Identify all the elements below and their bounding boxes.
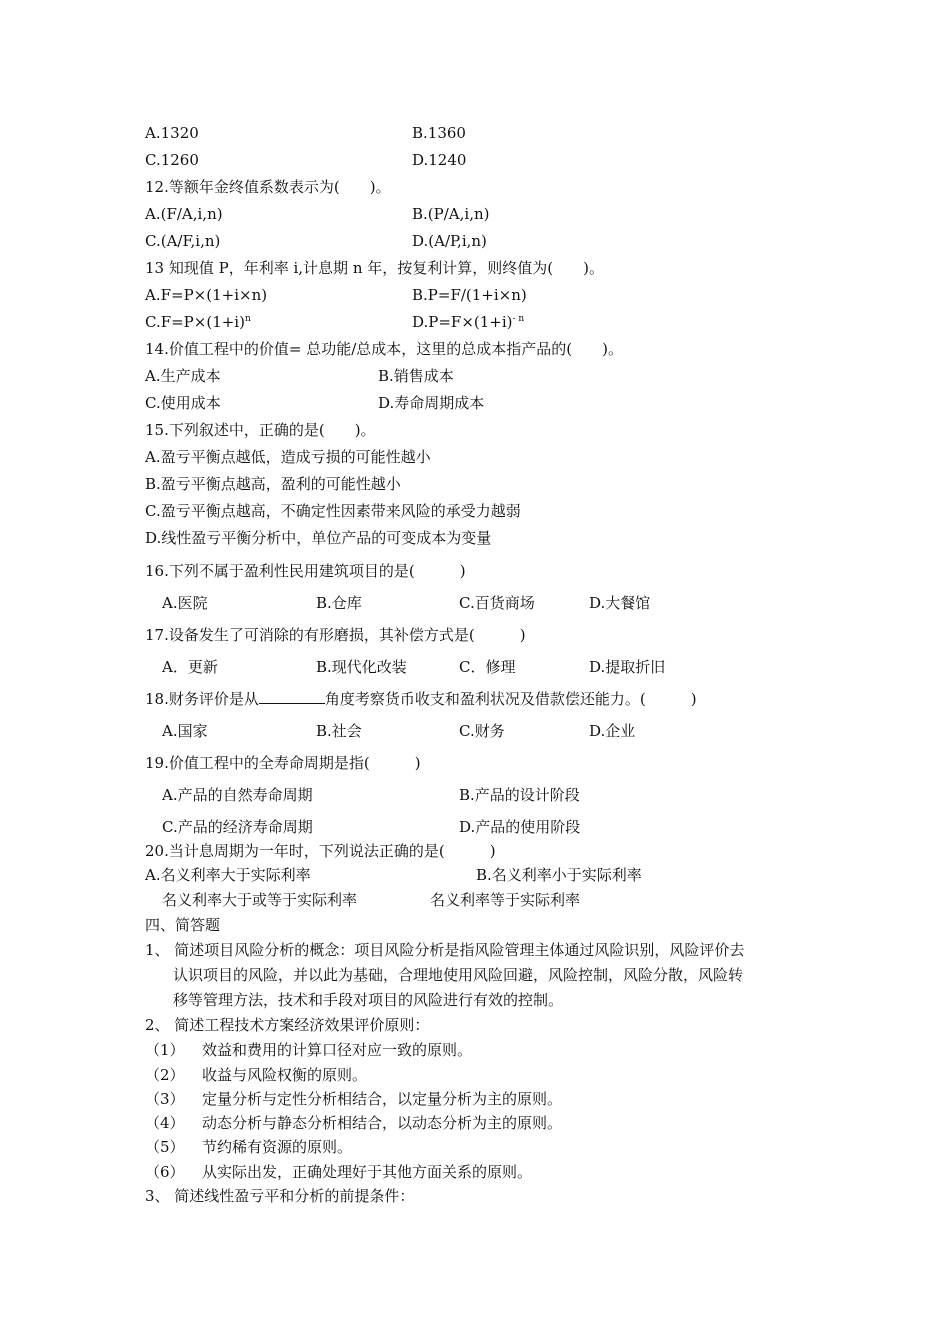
principle-1-text: 效益和费用的计算口径对应一致的原则。	[202, 1041, 473, 1059]
principle-6-number: （6）	[145, 1163, 185, 1181]
q13-option-d-text: D.P=F×(1+i)	[412, 313, 513, 331]
q20-option-d: 名义利率等于实际利率	[430, 891, 581, 909]
q12-option-a: A.(F/A,i,n)	[145, 205, 223, 223]
q18-stem-post: 角度考察货币收支和盈利状况及借款偿还能力。( )	[324, 690, 697, 708]
q12-option-b: B.(P/A,i,n)	[412, 205, 490, 223]
q14-stem: 14.价值工程中的价值= 总功能/总成本，这里的总成本指产品的( )。	[145, 340, 623, 358]
q20-stem: 20.当计息周期为一年时，下列说法正确的是( )	[145, 842, 496, 860]
principle-5-text: 节约稀有资源的原则。	[202, 1138, 353, 1156]
q13-option-a: A.F=P×(1+i×n)	[145, 286, 268, 304]
q13-option-d	[412, 312, 524, 335]
q14-option-a: A.生产成本	[145, 367, 221, 385]
q15-option-b: B.盈亏平衡点越高，盈利的可能性越小	[145, 475, 401, 493]
q17-option-b: B.现代化改装	[316, 658, 407, 676]
q14-option-b: B.销售成本	[378, 367, 454, 385]
q11-option-d: D.1240	[412, 151, 467, 169]
q17-option-d: D.提取折旧	[589, 658, 666, 676]
q15-stem: 15.下列叙述中，正确的是( )。	[145, 421, 376, 439]
q17-option-c: C．修理	[459, 658, 516, 676]
principle-2-number: （2）	[145, 1066, 185, 1084]
q13-option-c-exponent: n	[244, 314, 251, 324]
q12-option-d: D.(A/P,i,n)	[412, 232, 487, 250]
principle-3-text: 定量分析与定性分析相结合，以定量分析为主的原则。	[202, 1090, 563, 1108]
q14-option-d: D.寿命周期成本	[378, 394, 485, 412]
q17-stem: 17.设备发生了可消除的有形磨损，其补偿方式是( )	[145, 626, 526, 644]
q11-option-a: A.1320	[145, 124, 199, 142]
q13-stem: 13 知现值 P，年利率 i,计息期 n 年，按复利计算，则终值为( )。	[145, 259, 604, 277]
q18-stem-pre: 18.财务评价是从	[145, 690, 259, 708]
q16-option-a: A.医院	[162, 594, 208, 612]
principle-4-text: 动态分析与静态分析相结合，以动态分析为主的原则。	[202, 1114, 563, 1132]
q16-option-b: B.仓库	[316, 594, 362, 612]
q19-option-d: D.产品的使用阶段	[459, 818, 581, 836]
q13-option-c-text: C.F=P×(1+i)	[145, 313, 245, 331]
principle-4-number: （4）	[145, 1114, 185, 1132]
q20-option-a: A.名义利率大于实际利率	[145, 866, 311, 884]
short-answer-1-line-3: 移等管理方法，技术和手段对项目的风险进行有效的控制。	[173, 991, 564, 1009]
principle-5-number: （5）	[145, 1138, 185, 1156]
q17-option-a: A．更新	[162, 658, 218, 676]
q11-option-c: C.1260	[145, 151, 199, 169]
q18-option-c: C.财务	[459, 722, 505, 740]
short-answer-1-line-1: 1、 简述项目风险分析的概念：项目风险分析是指风险管理主体通过风险识别，风险评价去	[145, 941, 745, 959]
principle-6-text: 从实际出发，正确处理好于其他方面关系的原则。	[202, 1163, 533, 1181]
q20-option-b: B.名义利率小于实际利率	[476, 866, 642, 884]
q18-stem	[145, 689, 697, 709]
principle-1-number: （1）	[145, 1041, 185, 1059]
q16-stem: 16.下列不属于盈利性民用建筑项目的是( )	[145, 562, 466, 580]
section-title: 四、简答题	[145, 916, 221, 934]
q15-option-d: D.线性盈亏平衡分析中，单位产品的可变成本为变量	[145, 529, 492, 547]
short-answer-2: 2、 简述工程技术方案经济效果评价原则：	[145, 1016, 430, 1034]
short-answer-1-line-2: 认识项目的风险，并以此为基础，合理地使用风险回避，风险控制，风险分散，风险转	[173, 966, 744, 984]
q20-option-c: 名义利率大于或等于实际利率	[162, 891, 358, 909]
q13-option-b: B.P=F/(1+i×n)	[412, 286, 527, 304]
q18-option-d: D.企业	[589, 722, 636, 740]
q11-option-b: B.1360	[412, 124, 466, 142]
q12-stem: 12.等额年金终值系数表示为( )。	[145, 178, 391, 196]
q19-option-b: B.产品的设计阶段	[459, 786, 580, 804]
answer-blank	[259, 689, 325, 704]
principle-3-number: （3）	[145, 1090, 185, 1108]
short-answer-3: 3、 简述线性盈亏平和分析的前提条件：	[145, 1187, 415, 1205]
q16-option-d: D.大餐馆	[589, 594, 651, 612]
q19-stem: 19.价值工程中的全寿命周期是指( )	[145, 754, 421, 772]
principle-2-text: 收益与风险权衡的原则。	[202, 1066, 368, 1084]
q12-option-c: C.(A/F,i,n)	[145, 232, 221, 250]
q19-option-a: A.产品的自然寿命周期	[162, 786, 313, 804]
q16-option-c: C.百货商场	[459, 594, 535, 612]
q13-option-d-exponent: - n	[512, 314, 525, 324]
q13-option-c	[145, 312, 251, 335]
q18-option-b: B.社会	[316, 722, 362, 740]
q15-option-a: A.盈亏平衡点越低，造成亏损的可能性越小	[145, 448, 431, 466]
q18-option-a: A.国家	[162, 722, 208, 740]
q14-option-c: C.使用成本	[145, 394, 221, 412]
q15-option-c: C.盈亏平衡点越高，不确定性因素带来风险的承受力越弱	[145, 502, 521, 520]
q19-option-c: C.产品的经济寿命周期	[162, 818, 313, 836]
